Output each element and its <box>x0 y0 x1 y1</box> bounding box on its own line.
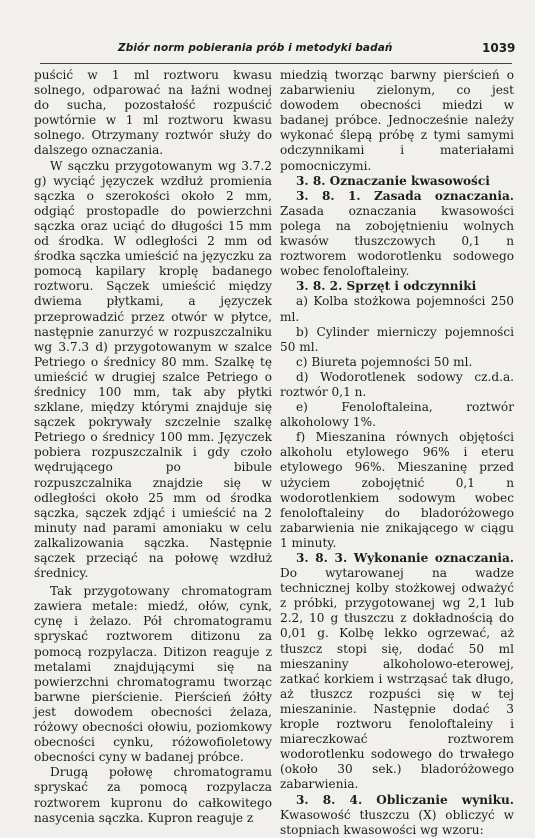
running-title: Zbiór norm pobierania prób i metodyki badań <box>118 42 393 54</box>
list-item: f) Mieszanina równych objętości alkoholu etylowego 96% i eteru etylowego 96%. Mieszaninę przed użyciem zobojętnić 0,1 n wodorotlenkiem sodowym wobec fenoloftaleiny do bladoróżowego zabarwienia nie znikającego w ciągu 1 minuty. <box>280 430 514 550</box>
subsection-heading: 3. 8. 1. Zasada oznaczania. <box>296 188 514 203</box>
subsection-3-8-1 <box>280 189 514 280</box>
list-item: e) Fenoloftaleina, roztwór alkoholowy 1%. <box>280 400 514 430</box>
header-rule <box>40 63 512 64</box>
page-header <box>0 42 535 62</box>
page-number: 1039 <box>482 41 516 55</box>
subsection-heading: 3. 8. 4. Obliczanie wyniku. <box>296 792 514 807</box>
right-column <box>280 68 514 838</box>
list-item: d) Wodorotlenek sodowy cz.d.a. roztwór 0,1 n. <box>280 369 514 399</box>
subsection-heading: 3. 8. 3. Wykonanie oznaczania. <box>296 551 514 565</box>
subsection-text: Do wytarowanej na wadze technicznej kolby stożkowej odważyć z próbki, przygotowanej wg 2,1 lub 2.2, 10 g tłuszczu z dokładnością do 0,01 g. Kolbę lekko ogrzewać, aż tłuszcz stopi się, dodać 50 ml mieszaniny alkoholowo-eterowej, zatkać korkiem i wstrząsać tak długo, aż tłuszcz rozpuści się w tej mieszaninie. Następnie dodać 3 krople roztworu fenoloftaleiny i miareczkować roztworem wodorotlenku sodowego do trwałego (około 30 sek.) bladoróżowego zabarwienia. <box>280 566 514 792</box>
paragraph: puścić w 1 ml roztworu kwasu solnego, odparować na łaźni wodnej do sucha, pozostałość rozpuścić powtórnie w 1 ml roztworu kwasu solnego. Otrzymany roztwór służy do dalszego oznaczania. <box>34 68 272 158</box>
paragraph: Drugą połowę chromatogramu spryskać za pomocą rozpylacza roztworem kupronu do całkowitego nasycenia sączka. Kupron reaguje z <box>34 765 272 825</box>
list-item: b) Cylinder mierniczy pojemności 50 ml. <box>280 324 514 354</box>
subsection-3-8-3 <box>280 551 514 793</box>
subsection-3-8-4 <box>280 793 514 838</box>
subsection-text: Kwasowość tłuszczu (X) obliczyć w stopniach kwasowości wg wzoru: <box>280 807 514 837</box>
paragraph: W sączku przygotowanym wg 3.7.2 g) wyciąć języczek wzdłuż promienia sączka o szerokości około 2 mm, odgiąć prostopadle do powierzchni sączka oraz uciąć do długości 15 mm od środka. W odległości 2 mm od środka sączka umieścić na języczku za pomocą kapilary kroplę badanego roztworu. Sączek umieścić między dwiema płytkami, a języczek przeprowadzić przez otwór w płytce, następnie zanurzyć w rozpuszczalniku wg 3.7.3 d) przygotowanym w szalce Petriego o średnicy 80 mm. Szalkę tę umieścić w drugiej szalce Petriego o średnicy 100 mm, tak aby płytki szklane, między którymi znajduje się sączek pokrywały szczelnie szalkę Petriego o średnicy 100 mm. Języczek pobiera rozpuszczalnik i gdy czoło wędrującego po bibule rozpuszczalnika znajdzie się w odległości około 25 mm od środka sączka, sączek zdjąć i umieścić na 2 minuty nad parami amoniaku w celu zalkalizowania sączka. Następnie sączek przeciąć na połowę wzdłuż średnicy. <box>34 158 272 581</box>
section-heading: 3. 8. Oznaczanie kwasowości <box>296 173 490 188</box>
list-item: a) Kolba stożkowa pojemności 250 ml. <box>280 294 514 324</box>
subsection-heading: 3. 8. 2. Sprzęt i odczynniki <box>296 279 477 294</box>
left-column <box>34 68 272 826</box>
subsection-text: Zasada oznaczania kwasowości polega na zobojętnieniu wolnych kwasów tłuszczowych 0,1 n roztworem wodorotlenku sodowego wobec fenoloftaleiny. <box>280 203 514 279</box>
list-item: c) Biureta pojemności 50 ml. <box>296 354 473 369</box>
paragraph: miedzią tworząc barwny pierścień o zabarwieniu zielonym, co jest dowodem obecności miedzi w badanej próbce. Jednocześnie należy wykonać ślepą próbę z tymi samymi odczynnikami i materiałami pomocniczymi. <box>280 68 514 173</box>
paragraph: Tak przygotowany chromatogram zawiera metale: miedź, ołów, cynk, cynę i żelazo. Pół chromatogramu spryskać roztworem ditizonu za pomocą rozpylacza. Ditizon reaguje z metalami znajdującymi się na powierzchni chromatogramu tworząc barwne pierścienie. Pierścień żółty jest dowodem obecności żelaza, różowy obecności ołowiu, poziomkowy obecności cynku, różowofioletowy obecności cyny w badanej próbce. <box>34 584 272 765</box>
